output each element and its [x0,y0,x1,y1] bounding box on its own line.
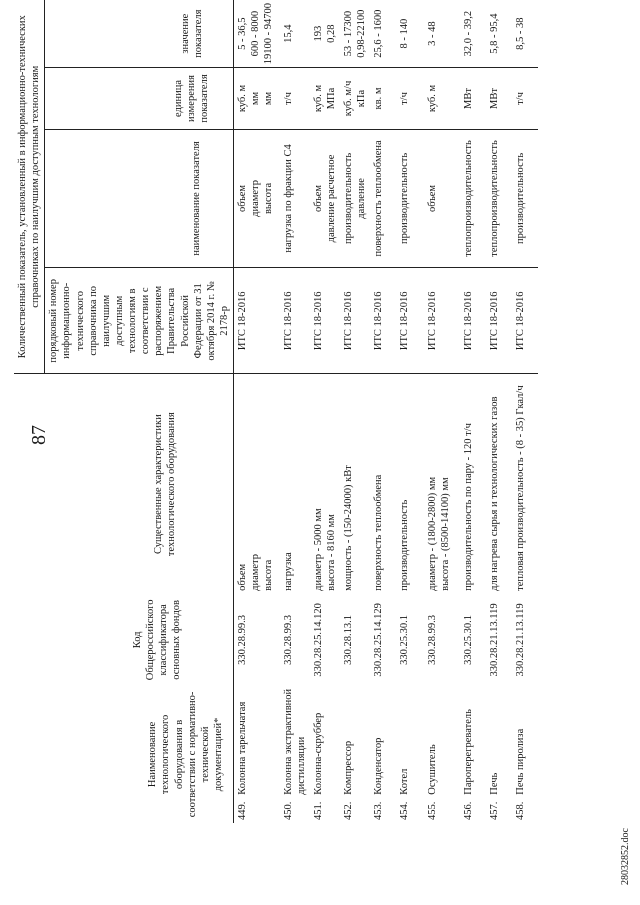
indicator-name-line: высота [263,182,275,215]
equipment-characteristics-line: поверхность теплообмена [373,474,385,591]
equipment-characteristics-line: диаметр - 5000 мм [312,508,324,591]
indicator-name-line: теплопроизводительность [489,140,501,257]
indicator-name [310,129,340,268]
equipment-characteristics-line: высота - 8160 мм [325,514,337,591]
indicator-name [486,129,512,268]
equipment-table [14,0,538,823]
indicator-name-line: объем [237,184,248,212]
indicator-unit-line: куб. м [427,84,439,113]
okof-code: 330.28.99.3 [237,614,248,665]
indicator-name [460,129,486,268]
equipment-name-line: Компрессор [343,740,354,795]
equipment-characteristics-line: объем [237,563,248,591]
equipment-characteristics-line: диаметр - (1800-2800) мм [427,476,439,591]
its-number: ИТС 18-2016 [340,268,370,374]
indicator-unit-line: т/ч [282,92,294,105]
indicator-value [460,0,486,68]
table-body [234,0,539,823]
indicator-name [234,129,280,268]
row-number: 451. [312,801,324,820]
indicator-name-line: диаметр [250,179,262,217]
equipment-name-line: Котел [399,768,411,795]
indicator-name-line: давление [356,178,368,219]
table-row [234,0,280,823]
indicator-value-line: 5,8 - 95,4 [489,13,501,54]
indicator-unit [424,68,460,129]
okof-code: 330.25.30.1 [463,614,475,665]
row-number: 449. [237,801,248,820]
indicator-unit [370,68,396,129]
indicator-unit-line: МВт [463,88,475,109]
indicator-value [396,0,424,68]
indicator-value-line: 600 - 8000 [250,10,262,57]
equipment-name [310,686,340,798]
indicator-unit-line: мм [250,91,262,106]
row-number: 452. [343,801,354,820]
file-name: 28032852.doc [620,828,631,885]
indicator-value-line: 19100 - 94700 [263,3,275,65]
page-number: 87 [28,425,50,445]
indicator-name [340,129,370,268]
indicator-value [234,0,280,68]
equipment-characteristics-line: производительность по пару - 120 т/ч [463,423,475,591]
indicator-value-line: 5 - 36,5 [237,17,248,50]
indicator-name-line: теплопроизводительность [463,140,475,257]
equipment-name-line: Конденсатор [373,737,385,795]
indicator-unit-line: кв. м [373,87,385,110]
indicator-unit-line: кПа [356,89,368,108]
indicator-name-line: производительность [515,152,527,245]
its-number: ИТС 18-2016 [424,268,460,374]
row-number: 454. [399,801,411,820]
equipment-name [486,686,512,798]
indicator-unit [234,68,280,129]
indicator-name-line: давление расчетное [325,154,337,243]
indicator-value [280,0,310,68]
indicator-unit-line: мм [263,91,275,106]
okof-code: 330.28.21.13.119 [515,603,527,677]
indicator-unit-line: куб. м [312,84,324,113]
equipment-name [396,686,424,798]
equipment-name-line: Печь пиролиза [515,728,527,795]
indicator-value [424,0,460,68]
indicator-unit [340,68,370,129]
equipment-name [370,686,396,798]
indicator-name-line: производительность [343,152,354,245]
equipment-name [424,686,460,798]
table-row [310,0,340,823]
equipment-characteristics [280,374,310,594]
equipment-characteristics [340,374,370,594]
table-row [486,0,512,823]
equipment-name-line: Пароперегреватель [463,709,475,795]
equipment-name-line: Колонна-скруббер [312,712,324,795]
indicator-unit-line: т/ч [399,92,411,105]
okof-code: 330.28.13.1 [343,614,354,665]
indicator-unit [310,68,340,129]
okof-code: 330.28.99.3 [282,614,294,665]
table-row [512,0,538,823]
indicator-value-line: 25,6 - 1600 [373,9,385,58]
row-number: 455. [427,801,439,820]
indicator-value [370,0,396,68]
indicator-unit-line: куб. м/ч [343,80,354,117]
indicator-unit-line: МВт [489,88,501,109]
equipment-characteristics [424,374,460,594]
equipment-name [512,686,538,798]
indicator-name-line: поверхность теплообмена [373,140,385,257]
indicator-value [486,0,512,68]
indicator-value-line: 8,5 - 38 [515,17,527,50]
indicator-value-line: 8 - 140 [399,18,411,49]
table-row [396,0,424,823]
equipment-name [340,686,370,798]
equipment-name-line: Осушитель [427,744,439,795]
equipment-characteristics-line: диаметр [250,553,262,591]
indicator-unit [486,68,512,129]
header-value: значение показателя [45,0,234,68]
indicator-value [340,0,370,68]
indicator-value-line: 0,28 [325,24,337,43]
indicator-name-line: производительность [399,152,411,245]
its-number: ИТС 18-2016 [370,268,396,374]
header-okof-code: Код Общероссийского классификатора основных фондов [14,594,234,686]
its-number: ИТС 18-2016 [310,268,340,374]
header-unit: единица измерения показателя [45,68,234,129]
table-row [340,0,370,823]
its-number: ИТС 18-2016 [460,268,486,374]
table-row [460,0,486,823]
indicator-unit [396,68,424,129]
row-number: 456. [463,801,475,820]
header-its-number: порядковый номер информационно-технического справочника по наилучшим доступным технологиям в соответствии с распоряжением Правительства Российской Федерации от 31 октября 2014 г. № 2178-р [45,268,234,374]
indicator-unit [460,68,486,129]
okof-code: 330.28.21.13.119 [489,603,501,677]
header-name: Наименование технологического оборудования в соответствии с нормативно-технической документацией* [14,686,234,823]
okof-code: 330.28.25.14.120 [312,603,324,677]
indicator-value-line: 32,0 - 39,2 [463,10,475,57]
indicator-name-line: нагрузка по фракции С4 [282,144,294,253]
indicator-name [424,129,460,268]
table-row [280,0,310,823]
equipment-characteristics-line: мощность - (150-24000) кВт [343,465,354,591]
indicator-value-line: 53 - 17300 [343,10,354,57]
header-indicator-group: Количественный показатель, установленный в информационно-технических справочниках по наилучшим доступным технологиям [14,0,45,374]
row-number: 453. [373,801,385,820]
okof-code: 330.28.99.3 [427,614,439,665]
equipment-name-line: Колонна экстрактивной [282,688,294,795]
its-number: ИТС 18-2016 [486,268,512,374]
equipment-characteristics-line: для нагрева сырья и технологических газов [489,396,501,591]
table-row [370,0,396,823]
indicator-value-line: 0,98-22100 [356,9,368,58]
equipment-characteristics-line: тепловая производительность - (8 - 35) Гкал/ч [515,385,527,591]
indicator-value [512,0,538,68]
indicator-unit-line: куб. м [237,84,248,113]
equipment-characteristics [310,374,340,594]
its-number: ИТС 18-2016 [280,268,310,374]
row-number: 450. [282,801,294,820]
header-indicator-name: наименование показателя [45,129,234,268]
indicator-value-line: 15,4 [282,24,294,43]
table-row [424,0,460,823]
indicator-unit [280,68,310,129]
indicator-name-line: объем [312,184,324,212]
equipment-name-line: Колонна тарельчатая [237,701,248,795]
header-characteristics: Существенные характеристики технологического оборудования [14,374,234,594]
its-number: ИТС 18-2016 [512,268,538,374]
equipment-characteristics-line: высота - (8500-14100) мм [440,477,452,591]
equipment-characteristics-line: высота [263,559,275,591]
indicator-name-line: объем [427,184,439,212]
row-number: 458. [515,801,527,820]
indicator-name [370,129,396,268]
indicator-name [396,129,424,268]
its-number: ИТС 18-2016 [396,268,424,374]
row-number: 457. [489,801,501,820]
equipment-characteristics [460,374,486,594]
indicator-unit-line: МПа [325,87,337,110]
equipment-characteristics [370,374,396,594]
equipment-characteristics-line: производительность [399,499,411,591]
equipment-name [234,686,280,798]
indicator-name [512,129,538,268]
indicator-value-line: 193 [312,25,324,42]
indicator-value-line: 3 - 48 [427,21,439,46]
indicator-name [280,129,310,268]
equipment-characteristics [486,374,512,594]
indicator-value [310,0,340,68]
okof-code: 330.28.25.14.129 [373,603,385,677]
okof-code: 330.25.30.1 [399,614,411,665]
equipment-characteristics [234,374,280,594]
equipment-characteristics [396,374,424,594]
equipment-name-line: Печь [489,772,501,795]
indicator-unit-line: т/ч [515,92,527,105]
its-number: ИТС 18-2016 [234,268,280,374]
equipment-name [460,686,486,798]
equipment-name-line: дистилляции [295,736,307,795]
equipment-name [280,686,310,798]
equipment-characteristics-line: нагрузка [282,552,294,591]
equipment-characteristics [512,374,538,594]
indicator-unit [512,68,538,129]
